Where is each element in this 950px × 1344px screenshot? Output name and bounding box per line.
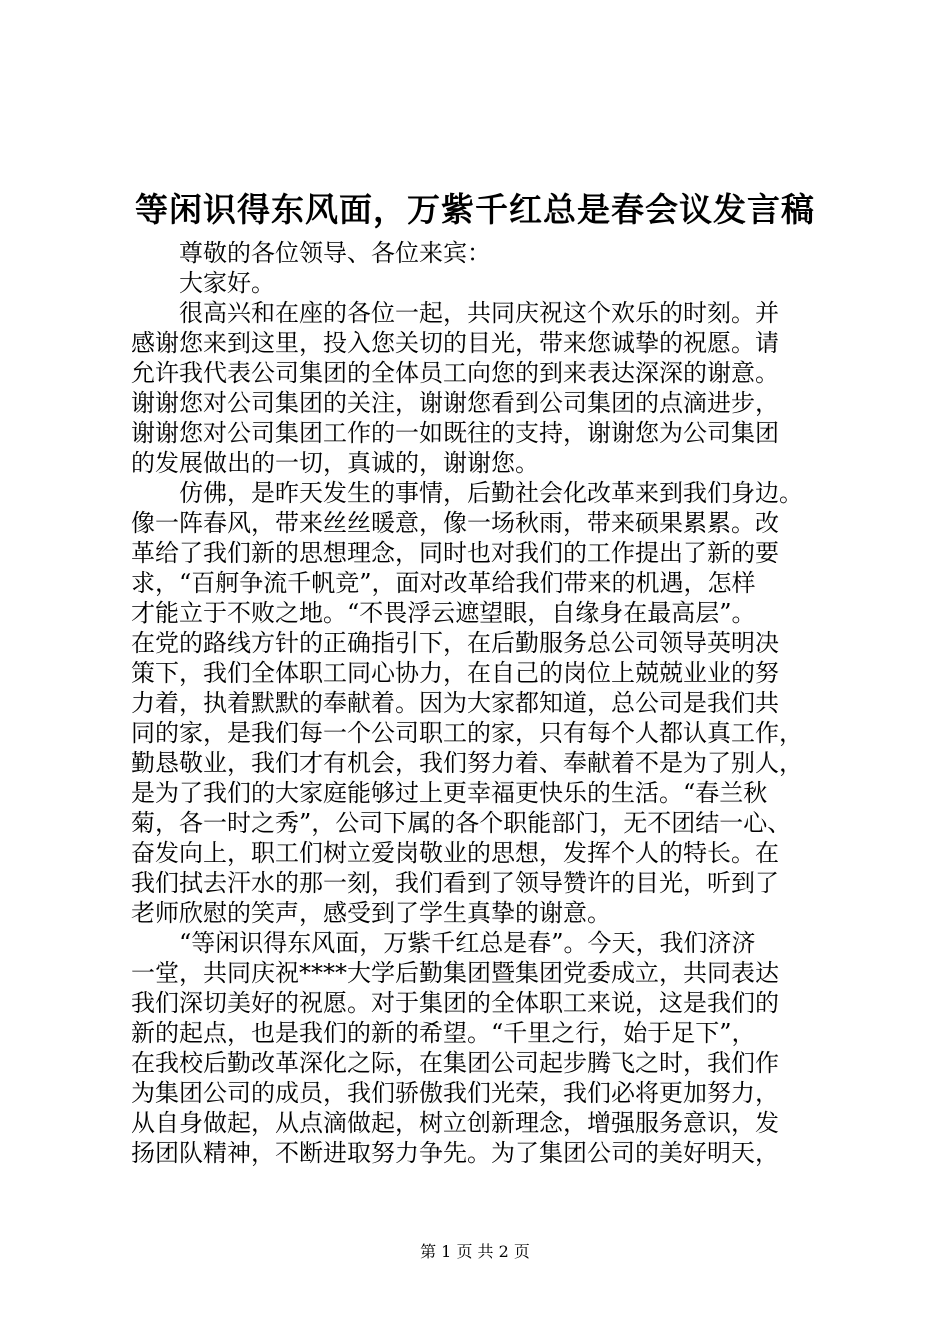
page-footer: 第 1 页 共 2 页 [420, 1242, 530, 1261]
text-line: 我们拭去汗水的那一刻，我们看到了领导赞许的目光，听到了 [131, 869, 779, 897]
text-line: 在党的路线方针的正确指引下，在后勤服务总公司领导英明决 [131, 629, 779, 657]
text-line: 扬团队精神，不断进取努力争先。为了集团公司的美好明天， [131, 1139, 779, 1167]
text-line: 为集团公司的成员，我们骄傲我们光荣，我们必将更加努力， [131, 1079, 779, 1107]
text-line: 求，“百舸争流千帆竞”，面对改革给我们带来的机遇，怎样 [131, 569, 756, 597]
text-line: 的发展做出的一切，真诚的，谢谢您。 [131, 449, 539, 477]
text-line: 勤恳敬业，我们才有机会，我们努力着、奉献着不是为了别人， [131, 749, 803, 777]
text-line: 仿佛，是昨天发生的事情，后勤社会化改革来到我们身边。 [179, 479, 803, 507]
paragraph [131, 268, 831, 298]
text-line: “等闲识得东风面，万紫千红总是春”。今天，我们济济 [179, 929, 756, 957]
paragraph [131, 928, 831, 1168]
text-line: 一堂，共同庆祝****大学后勤集团暨集团党委成立，共同表达 [131, 959, 779, 987]
text-line: 允许我代表公司集团的全体员工向您的到来表达深深的谢意。 [131, 359, 779, 387]
text-line: 才能立于不败之地。“不畏浮云遮望眼，自缘身在最高层”。 [131, 599, 756, 627]
text-line: 从自身做起，从点滴做起，树立创新理念，增强服务意识，发 [131, 1109, 779, 1137]
text-line: 菊，各一时之秀”，公司下属的各个职能部门，无不团结一心、 [131, 809, 792, 837]
text-line: 大家好。 [179, 269, 275, 297]
document-title: 等闲识得东风面，万紫千红总是春会议发言稿 [135, 190, 815, 229]
paragraph [131, 298, 831, 478]
text-line: 奋发向上，职工们树立爱岗敬业的思想，发挥个人的特长。在 [131, 839, 779, 867]
paragraph [131, 238, 831, 268]
text-line: 我们深切美好的祝愿。对于集团的全体职工来说，这是我们的 [131, 989, 779, 1017]
text-line: 新的起点，也是我们的新的希望。“千里之行，始于足下”， [131, 1019, 756, 1047]
text-line: 策下，我们全体职工同心协力，在自己的岗位上兢兢业业的努 [131, 659, 779, 687]
text-line: 谢谢您对公司集团工作的一如既往的支持，谢谢您为公司集团 [131, 419, 779, 447]
text-line: 老师欣慰的笑声，感受到了学生真挚的谢意。 [131, 899, 611, 927]
text-line: 力着，执着默默的奉献着。因为大家都知道，总公司是我们共 [131, 689, 779, 717]
text-line: 同的家，是我们每一个公司职工的家，只有每个人都认真工作， [131, 719, 803, 747]
text-line: 谢谢您对公司集团的关注，谢谢您看到公司集团的点滴进步， [131, 389, 779, 417]
text-line: 感谢您来到这里，投入您关切的目光，带来您诚挚的祝愿。请 [131, 329, 779, 357]
text-line: 在我校后勤改革深化之际，在集团公司起步腾飞之时，我们作 [131, 1049, 779, 1077]
paragraph [131, 478, 831, 928]
text-line: 尊敬的各位领导、各位来宾： [179, 239, 491, 267]
text-line: 革给了我们新的思想理念，同时也对我们的工作提出了新的要 [131, 539, 779, 567]
text-line: 很高兴和在座的各位一起，共同庆祝这个欢乐的时刻。并 [179, 299, 779, 327]
text-line: 是为了我们的大家庭能够过上更幸福更快乐的生活。“春兰秋 [131, 779, 768, 807]
text-line: 像一阵春风，带来丝丝暖意，像一场秋雨，带来硕果累累。改 [131, 509, 779, 537]
document-body [131, 238, 831, 1168]
